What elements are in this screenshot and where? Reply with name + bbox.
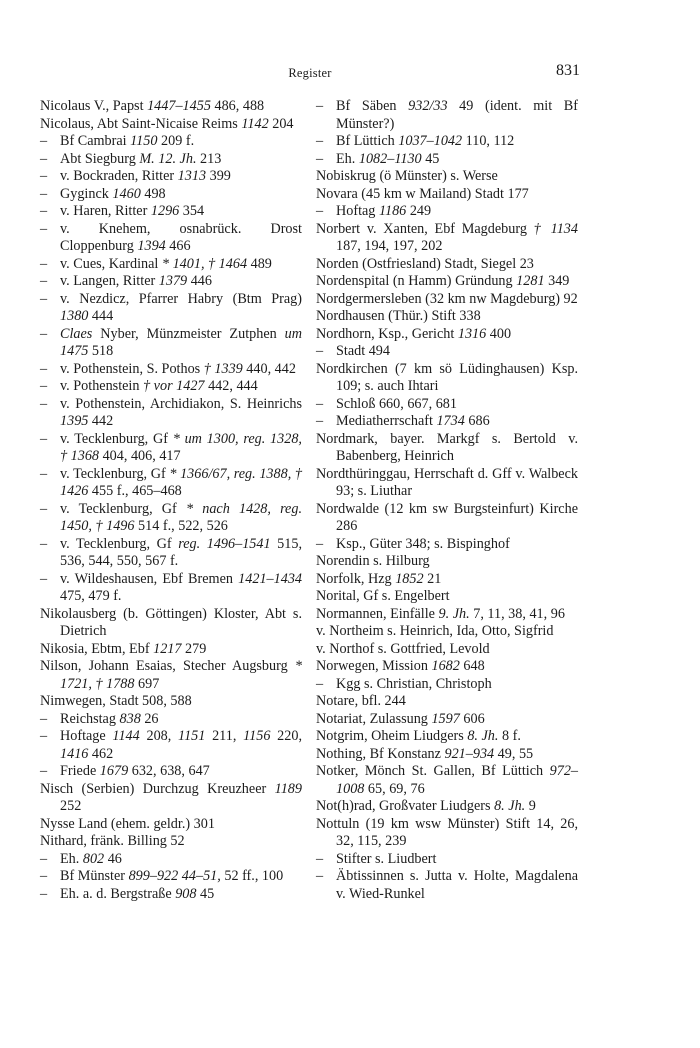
entry-text: v. Northeim s. Heinrich, Ida, Otto, Sigfrid bbox=[316, 623, 554, 639]
index-subentry bbox=[40, 133, 302, 151]
entry-text: v. Langen, Ritter bbox=[60, 273, 159, 289]
index-subentry bbox=[40, 151, 302, 169]
subentry-dash: – bbox=[40, 868, 48, 884]
index-entry bbox=[316, 798, 578, 816]
index-subentry bbox=[40, 186, 302, 204]
entry-date: 8. Jh. bbox=[467, 728, 499, 744]
index-subentry bbox=[40, 466, 302, 501]
entry-date: 1037–1042 bbox=[398, 133, 463, 149]
index-entry bbox=[316, 588, 578, 606]
index-entry bbox=[40, 693, 302, 711]
entry-date: 921–934 bbox=[444, 745, 495, 762]
entry-date: reg. 1496–1541 bbox=[178, 535, 271, 552]
subentry-dash: – bbox=[316, 395, 324, 412]
index-entry bbox=[316, 606, 578, 624]
entry-date: † vor 1427 bbox=[143, 378, 205, 394]
entry-date: 838 bbox=[119, 710, 141, 727]
entry-text: Nordgermersleben (32 km nw Magdeburg) 92 bbox=[316, 290, 578, 307]
entry-date: 1679 bbox=[99, 763, 129, 779]
index-entry bbox=[40, 98, 302, 116]
entry-text: 466 bbox=[165, 238, 191, 254]
subentry-dash: – bbox=[316, 535, 324, 552]
entry-text: Hoftag bbox=[336, 203, 379, 219]
entry-date: 1421–1434 bbox=[238, 570, 302, 587]
entry-text: 486, 488 bbox=[210, 98, 265, 114]
entry-text: 21 bbox=[423, 570, 442, 587]
page-number: 831 bbox=[556, 62, 580, 79]
subentry-dash: – bbox=[40, 255, 48, 272]
entry-text: Nisch (Serbien) Durchzug Kreuzheer bbox=[40, 780, 275, 797]
subentry-dash: – bbox=[316, 343, 324, 359]
entry-date: 1144 bbox=[112, 728, 140, 744]
entry-text: Not(h)rad, Großvater Liudgers bbox=[316, 798, 495, 814]
entry-text: 52 ff., 100 bbox=[220, 868, 284, 884]
index-subentry bbox=[316, 868, 578, 903]
entry-date: 1316 bbox=[457, 325, 487, 342]
entry-text: 442 bbox=[88, 413, 114, 429]
entry-date: 932/33 bbox=[408, 98, 448, 114]
entry-text: 440, 442 bbox=[242, 360, 296, 377]
index-subentry bbox=[316, 536, 578, 554]
entry-date: 1296 bbox=[150, 203, 180, 219]
entry-text: Nysse Land (ehem. geldr.) 301 bbox=[40, 815, 215, 832]
entry-text: v. Tecklenburg, Gf bbox=[60, 465, 170, 482]
subentry-dash: – bbox=[40, 728, 48, 744]
entry-date: 8. Jh. bbox=[494, 798, 526, 814]
entry-text: Novara (45 km w Mailand) Stadt 177 bbox=[316, 185, 529, 202]
index-entry bbox=[316, 693, 578, 711]
index-entry bbox=[316, 308, 578, 326]
entry-date: 1281 bbox=[516, 273, 545, 289]
entry-date: * 1721, † 1788 bbox=[60, 658, 302, 692]
entry-text: Äbtissinnen s. Jutta v. Holte, Magdalena v. Wied-Runkel bbox=[336, 868, 578, 902]
index-entry bbox=[316, 256, 578, 274]
entry-text: Nikolausberg (b. Göttingen) Kloster, Abt s. Dietrich bbox=[40, 605, 302, 639]
entry-text: v. Haren, Ritter bbox=[60, 203, 151, 219]
entry-date: 1682 bbox=[431, 658, 460, 674]
subentry-dash: – bbox=[316, 675, 324, 692]
entry-date: * um 1300, reg. 1328, † 1368 bbox=[60, 430, 302, 464]
entry-text: Bf Münster bbox=[60, 868, 129, 884]
index-entry bbox=[316, 431, 578, 466]
subentry-dash: – bbox=[40, 290, 48, 307]
entry-text: 489 bbox=[247, 255, 272, 272]
entry-text: 249 bbox=[406, 203, 432, 219]
index-subentry bbox=[40, 273, 302, 291]
entry-text: Notgrim, Oheim Liudgers bbox=[316, 728, 468, 744]
index-entry bbox=[316, 186, 578, 204]
index-subentry bbox=[40, 221, 302, 256]
index-entry bbox=[316, 571, 578, 589]
index-subentry bbox=[316, 133, 578, 151]
subentry-dash: – bbox=[40, 710, 48, 727]
index-entry bbox=[316, 553, 578, 571]
entry-text: 686 bbox=[464, 413, 490, 429]
entry-text: 498 bbox=[140, 185, 166, 202]
entry-text: Nordmark, bayer. Markgf s. Bertold v. Babenberg, Heinrich bbox=[316, 430, 578, 464]
index-subentry bbox=[40, 763, 302, 781]
index-subentry bbox=[316, 676, 578, 694]
subentry-dash: – bbox=[316, 150, 324, 167]
entry-text: Norbert v. Xanten, Ebf Magdeburg bbox=[316, 220, 534, 237]
entry-date: 1734 bbox=[436, 413, 465, 429]
entry-text: 46 bbox=[104, 850, 122, 867]
entry-text: Ksp., Güter 348; s. Bispinghof bbox=[336, 535, 510, 552]
index-subentry bbox=[40, 501, 302, 536]
entry-date: 899–922 44–51, bbox=[128, 868, 221, 884]
index-subentry bbox=[316, 203, 578, 221]
index-entry bbox=[316, 623, 578, 641]
entry-date: * 1366/67, reg. 1388, † 1426 bbox=[60, 465, 302, 499]
index-entry bbox=[316, 466, 578, 501]
entry-text: v. Northof s. Gottfried, Levold bbox=[316, 640, 490, 657]
subentry-dash: – bbox=[40, 360, 48, 377]
entry-text: 8 f. bbox=[498, 728, 521, 744]
index-entry bbox=[316, 658, 578, 676]
index-entry bbox=[40, 606, 302, 641]
subentry-dash: – bbox=[40, 273, 48, 289]
entry-text: 45 bbox=[196, 885, 215, 902]
index-subentry bbox=[40, 851, 302, 869]
entry-text: Nikosia, Ebtm, Ebf bbox=[40, 640, 154, 657]
entry-date: 1394 bbox=[137, 238, 166, 254]
index-subentry bbox=[40, 361, 302, 379]
entry-text: Bf Säben bbox=[336, 98, 409, 114]
index-entry bbox=[316, 501, 578, 536]
entry-text: v. Nezdicz, Pfarrer Habry (Btm Prag) bbox=[60, 290, 302, 307]
entry-date: 972–1008 bbox=[336, 763, 578, 797]
entry-text: Nottuln (19 km wsw Münster) Stift 14, 26, 32, 115, 239 bbox=[316, 815, 578, 849]
entry-text: Nordthüringgau, Herrschaft d. Gff v. Walbeck 93; s. Liuthar bbox=[316, 465, 578, 499]
index-subentry bbox=[40, 571, 302, 606]
entry-date: 1217 bbox=[153, 640, 182, 657]
entry-text: 252 bbox=[60, 798, 82, 814]
running-header bbox=[40, 62, 580, 86]
entry-text: 697 bbox=[134, 675, 160, 692]
entry-text: Norital, Gf s. Engelbert bbox=[316, 588, 450, 604]
index-entry bbox=[40, 781, 302, 816]
entry-text: 208, bbox=[139, 728, 179, 744]
entry-text: 211, bbox=[205, 728, 244, 744]
entry-text: 209 f. bbox=[157, 133, 195, 149]
entry-text: 455 f., 465–468 bbox=[88, 483, 182, 499]
entry-text: 632, 638, 647 bbox=[128, 763, 210, 779]
entry-text: 220, bbox=[270, 728, 302, 744]
entry-text: Nyber, Münzmeister Zutphen bbox=[92, 325, 285, 342]
entry-text: Stadt 494 bbox=[336, 343, 390, 359]
entry-text: 606 bbox=[459, 710, 485, 727]
entry-text: 399 bbox=[206, 168, 231, 184]
subentry-dash: – bbox=[40, 395, 48, 412]
entry-text: Normannen, Einfälle bbox=[316, 605, 439, 622]
entry-text: 49 (ident. mit Bf Münster?) bbox=[336, 98, 578, 132]
entry-date: 802 bbox=[82, 850, 105, 867]
entry-text: v. Wildeshausen, Ebf Bremen bbox=[60, 570, 239, 587]
entry-date: M. 12. Jh. bbox=[139, 150, 197, 167]
entry-text: Mediatherrschaft bbox=[336, 413, 437, 429]
index-entry bbox=[316, 728, 578, 746]
entry-date: * 1401, † 1464 bbox=[161, 255, 248, 272]
entry-text: Nordkirchen (7 km sö Lüdinghausen) Ksp. 109; s. auch Ihtari bbox=[316, 360, 578, 394]
entry-date: 1447–1455 bbox=[147, 98, 211, 114]
entry-text: 462 bbox=[88, 745, 114, 762]
entry-text: Bf Lüttich bbox=[336, 133, 399, 149]
entry-text: Notare, bfl. 244 bbox=[316, 693, 406, 709]
entry-text: Nithard, fränk. Billing 52 bbox=[40, 833, 185, 849]
subentry-dash: – bbox=[40, 150, 48, 167]
entry-date: † 1134 bbox=[533, 220, 578, 237]
subentry-dash: – bbox=[40, 885, 48, 902]
entry-text: Stifter s. Liudbert bbox=[336, 850, 437, 867]
entry-text: Nordhorn, Ksp., Gericht bbox=[316, 325, 458, 342]
entry-date: 1380 bbox=[60, 308, 89, 324]
index-subentry bbox=[40, 868, 302, 886]
entry-text: 45 bbox=[421, 150, 440, 167]
entry-text: v. Knehem, osnabrück. Drost Cloppenburg bbox=[60, 220, 302, 254]
entry-date: 9. Jh. bbox=[438, 605, 470, 622]
subentry-dash: – bbox=[316, 413, 324, 429]
entry-date: 1395 bbox=[60, 413, 89, 429]
index-entry bbox=[40, 816, 302, 834]
index-subentry bbox=[40, 378, 302, 396]
index-entry bbox=[40, 833, 302, 851]
entry-text: Norden (Ostfriesland) Stadt, Siegel 23 bbox=[316, 255, 534, 272]
entry-date: 1156 bbox=[243, 728, 271, 744]
index-subentry bbox=[40, 711, 302, 729]
subentry-dash: – bbox=[40, 168, 48, 184]
entry-text: 514 f., 522, 526 bbox=[134, 518, 228, 534]
index-entry bbox=[316, 816, 578, 851]
entry-text: 442, 444 bbox=[204, 378, 258, 394]
entry-date: 1082–1130 bbox=[358, 150, 422, 167]
index-entry bbox=[316, 711, 578, 729]
entry-text: 65, 69, 76 bbox=[364, 780, 425, 797]
index-subentry bbox=[40, 728, 302, 763]
subentry-dash: – bbox=[40, 465, 48, 482]
subentry-dash: – bbox=[40, 570, 48, 587]
entry-date: 908 bbox=[175, 885, 197, 902]
entry-text: Friede bbox=[60, 763, 100, 779]
entry-text: v. Tecklenburg, Gf bbox=[60, 430, 173, 447]
index-entry bbox=[316, 746, 578, 764]
index-entry bbox=[40, 641, 302, 659]
entry-text: Norwegen, Mission bbox=[316, 658, 432, 674]
index-subentry bbox=[40, 536, 302, 571]
entry-date: 1186 bbox=[378, 203, 407, 219]
entry-text: Eh. bbox=[60, 850, 83, 867]
subentry-dash: – bbox=[316, 868, 324, 884]
entry-text: v. Pothenstein, Archidiakon, S. Heinrichs bbox=[60, 395, 302, 412]
register-column-left bbox=[40, 98, 302, 903]
subentry-dash: – bbox=[316, 98, 324, 114]
index-entry bbox=[316, 361, 578, 396]
index-subentry bbox=[316, 343, 578, 361]
entry-text: 475, 479 f. bbox=[60, 588, 122, 604]
register-column-right bbox=[316, 98, 578, 903]
entry-text: Eh. bbox=[336, 150, 359, 167]
index-subentry bbox=[40, 326, 302, 361]
entry-text: Notker, Mönch St. Gallen, Bf Lüttich bbox=[316, 763, 550, 779]
entry-text: 648 bbox=[459, 658, 485, 674]
header-title: Register bbox=[288, 66, 332, 80]
entry-text: 404, 406, 417 bbox=[99, 448, 181, 464]
subentry-dash: – bbox=[40, 378, 48, 394]
entry-text: 7, 11, 38, 41, 96 bbox=[469, 605, 565, 622]
entry-text: Norendin s. Hilburg bbox=[316, 553, 430, 569]
entry-text: Nicolaus, Abt Saint-Nicaise Reims bbox=[40, 115, 242, 132]
subentry-dash: – bbox=[316, 850, 324, 867]
entry-text: Nordhausen (Thür.) Stift 338 bbox=[316, 308, 481, 324]
entry-text: 354 bbox=[179, 203, 205, 219]
entry-text: Abt Siegburg bbox=[60, 150, 140, 167]
entry-text: Nobiskrug (ö Münster) s. Werse bbox=[316, 168, 498, 184]
entry-text: Nordwalde (12 km sw Burgsteinfurt) Kirche 286 bbox=[316, 500, 578, 534]
entry-date: um 1475 bbox=[60, 325, 302, 359]
entry-text: 515, 536, 544, 550, 567 f. bbox=[60, 535, 302, 569]
entry-text: 187, 194, 197, 202 bbox=[336, 238, 443, 254]
index-subentry bbox=[40, 396, 302, 431]
entry-text: Schloß 660, 667, 681 bbox=[336, 395, 457, 412]
entry-date: 1150 bbox=[130, 133, 158, 149]
subentry-dash: – bbox=[40, 763, 48, 779]
entry-text: 444 bbox=[88, 308, 114, 324]
entry-text: 518 bbox=[88, 343, 114, 359]
entry-text: Bf Cambrai bbox=[60, 133, 131, 149]
index-subentry bbox=[316, 413, 578, 431]
index-entry bbox=[40, 116, 302, 134]
entry-text: 110, 112 bbox=[462, 133, 515, 149]
entry-text: Nilson, Johann Esaias, Stecher Augsburg bbox=[40, 658, 295, 674]
entry-date: 1852 bbox=[395, 570, 424, 587]
index-entry bbox=[40, 658, 302, 693]
index-subentry bbox=[40, 291, 302, 326]
index-subentry bbox=[40, 886, 302, 904]
index-entry bbox=[316, 168, 578, 186]
subentry-dash: – bbox=[316, 133, 324, 149]
index-subentry bbox=[316, 851, 578, 869]
entry-text: Eh. a. d. Bergstraße bbox=[60, 885, 176, 902]
index-entry bbox=[316, 326, 578, 344]
entry-date: 1189 bbox=[274, 780, 302, 797]
entry-date: 1142 bbox=[241, 115, 269, 132]
entry-date: 1460 bbox=[112, 185, 141, 202]
index-subentry bbox=[316, 98, 578, 133]
subentry-dash: – bbox=[40, 430, 48, 447]
index-entry bbox=[316, 641, 578, 659]
entry-text: 204 bbox=[268, 115, 294, 132]
entry-text: 279 bbox=[181, 640, 207, 657]
entry-date: 1416 bbox=[60, 745, 89, 762]
entry-date: 1597 bbox=[431, 710, 460, 727]
entry-text: 400 bbox=[486, 325, 512, 342]
entry-date: † 1339 bbox=[203, 360, 243, 377]
subentry-dash: – bbox=[40, 133, 48, 149]
subentry-dash: – bbox=[40, 203, 48, 219]
entry-text: 446 bbox=[187, 273, 212, 289]
subentry-dash: – bbox=[40, 850, 48, 867]
index-subentry bbox=[40, 256, 302, 274]
subentry-dash: – bbox=[40, 535, 48, 552]
entry-text: 49, 55 bbox=[494, 745, 534, 762]
entry-text: Norfolk, Hzg bbox=[316, 570, 396, 587]
entry-text: Nothing, Bf Konstanz bbox=[316, 745, 445, 762]
entry-date: 1379 bbox=[158, 273, 188, 289]
index-subentry bbox=[316, 396, 578, 414]
index-subentry bbox=[40, 168, 302, 186]
entry-text: 349 bbox=[544, 273, 570, 289]
index-entry bbox=[316, 763, 578, 798]
entry-text: v. Tecklenburg, Gf bbox=[60, 535, 179, 552]
entry-date: Claes bbox=[60, 325, 93, 342]
index-entry bbox=[316, 273, 578, 291]
subentry-dash: – bbox=[316, 203, 324, 219]
entry-text: 9 bbox=[525, 798, 536, 814]
subentry-dash: – bbox=[40, 185, 48, 202]
entry-text: 213 bbox=[196, 150, 222, 167]
index-subentry bbox=[316, 151, 578, 169]
entry-text: Nimwegen, Stadt 508, 588 bbox=[40, 693, 192, 709]
entry-text: v. Pothenstein, S. Pothos bbox=[60, 360, 204, 377]
subentry-dash: – bbox=[40, 220, 48, 237]
entry-text: Nicolaus V., Papst bbox=[40, 98, 148, 114]
entry-text: v. Pothenstein bbox=[60, 378, 144, 394]
index-subentry bbox=[40, 431, 302, 466]
index-entry bbox=[316, 291, 578, 309]
entry-text: v. Bockraden, Ritter bbox=[60, 168, 178, 184]
index-entry bbox=[316, 221, 578, 256]
entry-date: 1151 bbox=[178, 728, 206, 744]
index-subentry bbox=[40, 203, 302, 221]
subentry-dash: – bbox=[40, 325, 48, 342]
subentry-dash: – bbox=[40, 500, 48, 517]
entry-text: Hoftage bbox=[60, 728, 113, 744]
entry-text: Reichstag bbox=[60, 710, 120, 727]
entry-text: v. Tecklenburg, Gf bbox=[60, 500, 186, 517]
entry-text: Gyginck bbox=[60, 185, 113, 202]
entry-date: * nach 1428, reg. 1450, † 1496 bbox=[60, 500, 302, 534]
entry-date: 1313 bbox=[177, 168, 207, 184]
entry-text: Notariat, Zulassung bbox=[316, 710, 432, 727]
entry-text: v. Cues, Kardinal bbox=[60, 255, 162, 272]
entry-text: Nordenspital (n Hamm) Gründung bbox=[316, 273, 517, 289]
entry-text: 26 bbox=[140, 710, 159, 727]
entry-text: Kgg s. Christian, Christoph bbox=[336, 675, 492, 692]
